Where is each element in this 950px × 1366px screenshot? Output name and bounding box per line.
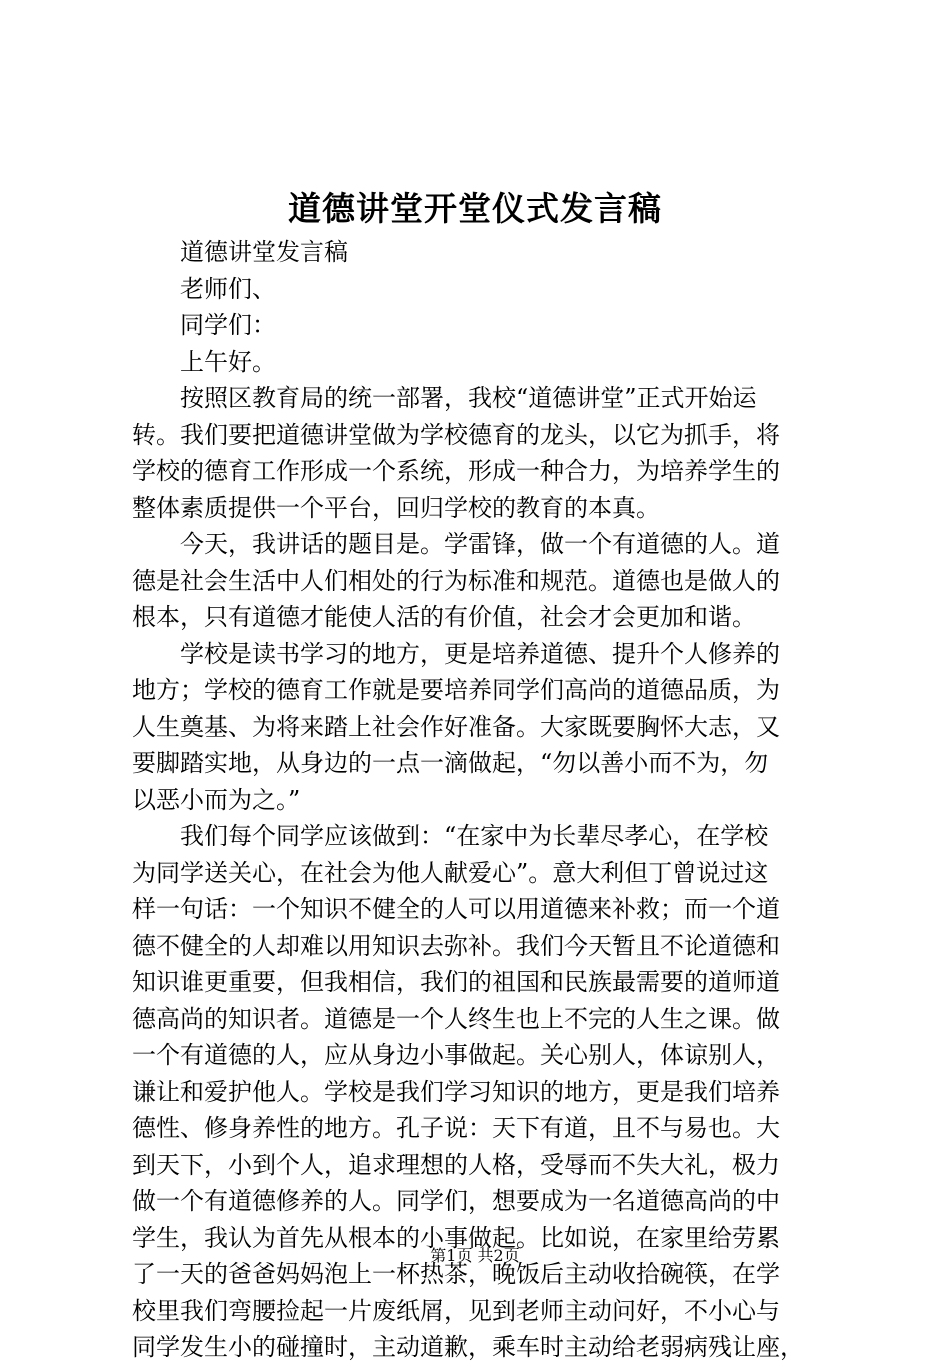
text-line: 根本，只有道德才能使人活的有价值，社会才会更加和谐。: [132, 603, 756, 631]
text-line: 一个有道德的人，应从身边小事做起。关心别人，体谅别人，: [132, 1041, 780, 1069]
text-line: 了一天的爸爸妈妈泡上一杯热茶，晚饭后主动收拾碗筷，在学: [132, 1260, 780, 1288]
text-line: 知识谁更重要，但我相信，我们的祖国和民族最需要的道师道: [132, 968, 780, 996]
text-line: 同学们：: [180, 311, 276, 339]
text-line: 学校的德育工作形成一个系统，形成一种合力，为培养学生的: [132, 457, 780, 485]
text-line: 道德讲堂发言稿: [180, 238, 348, 266]
text-line: 按照区教育局的统一部署，我校“道德讲堂”正式开始运: [180, 384, 757, 412]
text-line: 以恶小而为之。”: [132, 785, 301, 814]
text-line: 德不健全的人却难以用知识去弥补。我们今天暂且不论道德和: [132, 931, 780, 960]
text-line: 我们每个同学应该做到：“在家中为长辈尽孝心，在学校: [180, 822, 769, 850]
page-footer: 第1页 共2页: [430, 1246, 520, 1265]
text-line: 要脚踏实地，从身边的一点一滴做起，“勿以善小而不为，勿: [132, 749, 769, 777]
document-body: [132, 234, 830, 1366]
text-line: 德高尚的知识者。道德是一个人终生也上不完的人生之课。做: [132, 1004, 780, 1033]
text-line: 德性、修身养性的地方。孔子说：天下有道，且不与易也。大: [132, 1114, 780, 1142]
text-line: 人生奠基、为将来踏上社会作好准备。大家既要胸怀大志，又: [132, 712, 780, 741]
text-line: 转。我们要把道德讲堂做为学校德育的龙头，以它为抓手，将: [132, 420, 780, 449]
text-line: 老师们、: [180, 274, 276, 303]
text-line: 今天，我讲话的题目是。学雷锋，做一个有道德的人。道: [180, 530, 780, 558]
document-title: 道德讲堂开堂仪式发言稿: [288, 189, 662, 228]
text-line: 谦让和爱护他人。学校是我们学习知识的地方，更是我们培养: [132, 1077, 780, 1106]
text-line: 地方；学校的德育工作就是要培养同学们高尚的道德品质，为: [132, 676, 780, 704]
text-line: 整体素质提供一个平台，回归学校的教育的本真。: [132, 493, 660, 522]
text-line: 样一句话：一个知识不健全的人可以用道德来补救；而一个道: [132, 895, 780, 923]
text-line: 校里我们弯腰捡起一片废纸屑，见到老师主动问好，不小心与: [132, 1296, 780, 1325]
text-line: 学校是读书学习的地方，更是培养道德、提升个人修养的: [180, 639, 780, 668]
text-line: 上午好。: [180, 347, 276, 376]
text-line: 同学发生小的碰撞时，主动道歉，乘车时主动给老弱病残让座，: [132, 1333, 804, 1361]
text-line: 到天下，小到个人，追求理想的人格，受辱而不失大礼，极力: [132, 1150, 780, 1179]
text-line: 为同学送关心，在社会为他人献爱心”。意大利但丁曾说过这: [132, 858, 769, 887]
text-line: 德是社会生活中人们相处的行为标准和规范。道德也是做人的: [132, 566, 780, 595]
text-line: 做一个有道德修养的人。同学们，想要成为一名道德高尚的中: [132, 1187, 780, 1215]
text-line: 学生，我认为首先从根本的小事做起。比如说，在家里给劳累: [132, 1223, 780, 1252]
